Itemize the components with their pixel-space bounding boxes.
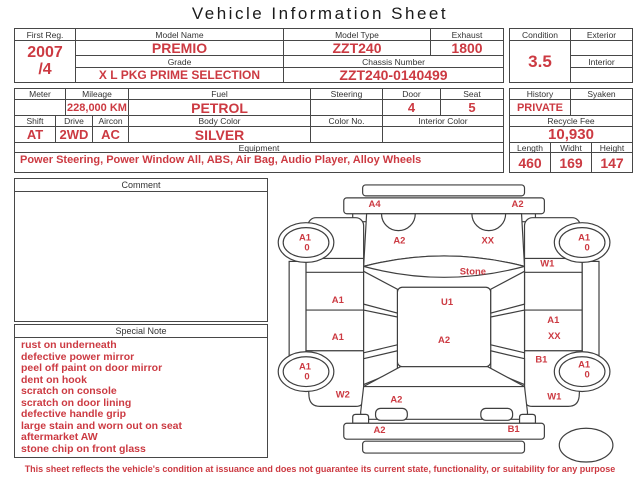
interior-color-value bbox=[383, 127, 503, 142]
height-value: 147 bbox=[592, 153, 632, 172]
grade-label: Grade bbox=[76, 56, 283, 67]
syaken-label: Syaken bbox=[571, 89, 632, 99]
color-no-value bbox=[311, 127, 382, 142]
history-table bbox=[509, 88, 633, 173]
left-sill bbox=[289, 261, 306, 360]
damage-label-rear-left-wheel: A1 bbox=[299, 360, 312, 372]
model-name-value: PREMIO bbox=[76, 41, 283, 55]
damage-label-front-left-wheel: A1 bbox=[299, 231, 312, 243]
special-note-item: rust on underneath bbox=[21, 339, 117, 351]
special-note-item: dent on hook bbox=[21, 373, 87, 386]
damage-label-rear-right-wheel: A1 bbox=[578, 358, 591, 370]
special-note-label: Special Note bbox=[15, 325, 267, 338]
drive-value: 2WD bbox=[56, 127, 92, 142]
special-note-item: defective handle grip bbox=[21, 408, 127, 420]
damage-label-rear-bumper-left: A2 bbox=[373, 424, 386, 436]
history-label: History bbox=[510, 89, 570, 99]
damage-label-right-quarter: B1 bbox=[535, 353, 548, 365]
exterior-label: Exterior bbox=[571, 29, 632, 40]
steering-value bbox=[311, 100, 382, 115]
taillight-left bbox=[376, 408, 408, 420]
length-value: 460 bbox=[510, 153, 550, 172]
damage-label-rear-left-wheel-sub: 0 bbox=[304, 370, 310, 382]
interior-color-label: Interior Color bbox=[383, 116, 503, 126]
body-color-value: SILVER bbox=[129, 127, 310, 142]
recycle-fee-value: 10,930 bbox=[510, 127, 632, 142]
damage-label-rear-bumper-right: B1 bbox=[507, 423, 520, 435]
shift-value: AT bbox=[15, 127, 55, 142]
special-note-item: defective power mirror bbox=[21, 350, 135, 363]
special-note-list bbox=[15, 338, 267, 455]
damage-label-front-left-wheel-sub: 0 bbox=[304, 241, 310, 253]
info-table bbox=[14, 28, 504, 83]
chassis-number-value: ZZT240-0140499 bbox=[284, 68, 503, 82]
exhaust-value: 1800 bbox=[431, 41, 503, 55]
door-label: Door bbox=[383, 89, 440, 99]
comment-label: Comment bbox=[15, 179, 267, 192]
first-reg-label: First Reg. bbox=[15, 29, 75, 40]
model-type-value: ZZT240 bbox=[284, 41, 430, 55]
rear-bumper-tab-right bbox=[520, 414, 536, 423]
width-label: Widht bbox=[551, 143, 591, 152]
damage-label-front-right-wheel-sub: 0 bbox=[584, 241, 590, 253]
body-color-label: Body Color bbox=[129, 116, 310, 126]
rear-bumper-tab-left bbox=[353, 414, 369, 423]
meter-label: Meter bbox=[15, 89, 65, 99]
model-name-label: Model Name bbox=[76, 29, 283, 40]
fuel-label: Fuel bbox=[129, 89, 310, 99]
chassis-number-label: Chassis Number bbox=[284, 56, 503, 67]
first-reg-year: 2007 bbox=[27, 44, 63, 62]
first-reg-value bbox=[15, 41, 75, 82]
damage-label-front-bumper-left: A4 bbox=[368, 197, 381, 209]
damage-label-hood-left: A2 bbox=[393, 234, 406, 246]
damage-label-right-front-fender: W1 bbox=[540, 257, 555, 269]
exhaust-label: Exhaust bbox=[431, 29, 503, 40]
drive-label: Drive bbox=[56, 116, 92, 126]
special-note-item: scratch on door lining bbox=[21, 396, 132, 409]
right-sill bbox=[582, 261, 599, 360]
spare-wheel bbox=[559, 428, 613, 462]
history-value: PRIVATE bbox=[510, 100, 570, 115]
damage-label-hood-right: XX bbox=[481, 234, 495, 246]
length-label: Length bbox=[510, 143, 550, 152]
condition-label: Condition bbox=[510, 29, 570, 40]
door-value: 4 bbox=[383, 100, 440, 115]
equipment-value: Power Steering, Power Window All, ABS, Air Bag, Audio Player, Alloy Wheels bbox=[15, 153, 503, 172]
damage-label-front-right-wheel: A1 bbox=[578, 231, 591, 243]
shift-label: Shift bbox=[15, 116, 55, 126]
equipment-label: Equipment bbox=[15, 143, 503, 152]
recycle-fee-label: Recycle Fee bbox=[510, 116, 632, 126]
width-value: 169 bbox=[551, 153, 591, 172]
model-type-label: Model Type bbox=[284, 29, 430, 40]
condition-value: 3.5 bbox=[510, 41, 570, 82]
damage-label-right-rear-door: XX bbox=[548, 329, 561, 341]
interior-value bbox=[571, 68, 632, 82]
color-no-label: Color No. bbox=[311, 116, 382, 126]
exterior-value bbox=[571, 41, 632, 55]
damage-label-front-bumper-right: A2 bbox=[511, 197, 524, 209]
footer-disclaimer: This sheet reflects the vehicle's condition at issuance and does not guarantee its current state, functionality, or suitability for any purpose bbox=[24, 464, 616, 474]
special-note-item: large stain and worn out on seat bbox=[21, 419, 183, 432]
left-mid-window bbox=[364, 310, 398, 353]
mileage-label: Mileage bbox=[66, 89, 128, 99]
height-label: Height bbox=[592, 143, 632, 152]
front-grille-bar bbox=[363, 185, 525, 196]
damage-label-left-front-door: A1 bbox=[331, 294, 344, 306]
left-front-window bbox=[364, 271, 398, 313]
specs-table bbox=[14, 88, 504, 173]
page-title: Vehicle Information Sheet bbox=[191, 4, 449, 23]
mileage-value: 228,000 KM bbox=[67, 101, 127, 114]
condition-table bbox=[509, 28, 633, 83]
seat-value: 5 bbox=[441, 100, 503, 115]
damage-label-roof-rear: A2 bbox=[438, 333, 451, 345]
special-note-item: scratch on console bbox=[21, 385, 117, 397]
comment-box bbox=[14, 178, 268, 322]
syaken-value bbox=[571, 100, 632, 115]
special-note-item: aftermarket AW bbox=[21, 431, 98, 443]
aircon-label: Aircon bbox=[93, 116, 128, 126]
seat-label: Seat bbox=[441, 89, 503, 99]
rear-lower-bar bbox=[363, 441, 525, 453]
grade-value: X L PKG PRIME SELECTION bbox=[76, 68, 283, 82]
car-damage-diagram bbox=[274, 176, 636, 464]
interior-label: Interior bbox=[571, 56, 632, 67]
special-note-box bbox=[14, 324, 268, 458]
special-note-item: peel off paint on door mirror bbox=[21, 362, 163, 374]
damage-label-windshield: Stone bbox=[459, 265, 486, 277]
aircon-value: AC bbox=[93, 127, 128, 142]
damage-label-left-rear-door: A1 bbox=[331, 330, 344, 342]
special-note-item: stone chip on front glass bbox=[21, 442, 146, 455]
damage-label-rear-right-wheel-sub: 0 bbox=[584, 368, 590, 380]
right-mid-window bbox=[491, 310, 525, 353]
damage-label-trunk: A2 bbox=[390, 393, 403, 405]
damage-label-left-rear-fender: W2 bbox=[335, 388, 350, 400]
meter-value bbox=[15, 100, 65, 115]
fuel-value: PETROL bbox=[129, 100, 310, 115]
right-front-window bbox=[491, 271, 525, 313]
damage-label-right-front-door: A1 bbox=[547, 313, 560, 325]
damage-label-roof-front: U1 bbox=[441, 296, 454, 308]
damage-label-right-rear-fender: W1 bbox=[547, 390, 562, 402]
taillight-right bbox=[481, 408, 513, 420]
steering-label: Steering bbox=[311, 89, 382, 99]
comment-value bbox=[15, 192, 267, 198]
first-reg-month: /4 bbox=[38, 60, 52, 78]
